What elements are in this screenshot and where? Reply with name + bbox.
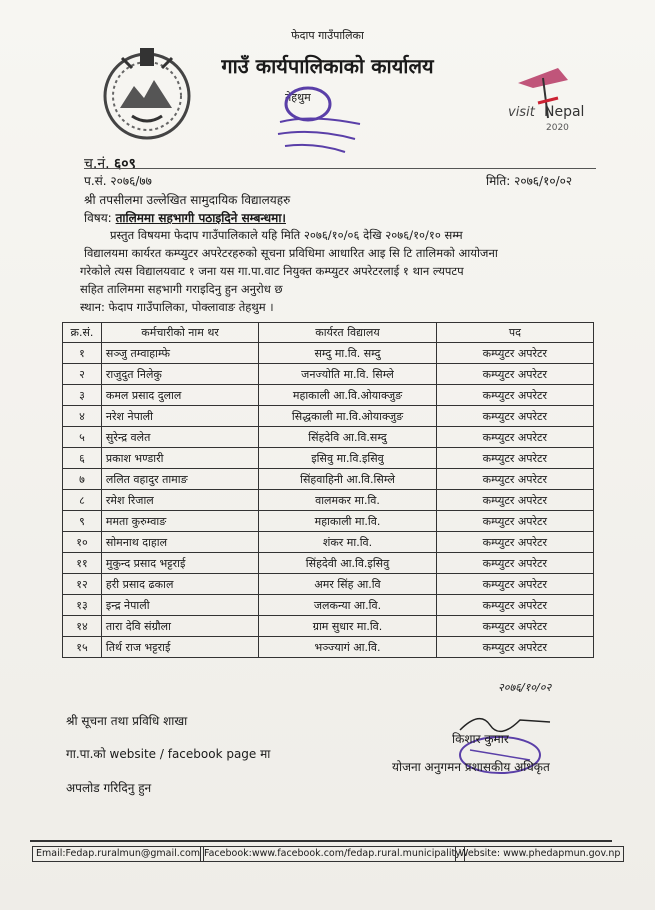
footer-website: Website: www.phedapmun.gov.np (455, 846, 624, 862)
header-school: कार्यरत विद्यालय (259, 323, 436, 343)
row-name: हरी प्रसाद ढकाल (101, 574, 258, 595)
row-name: तारा देवि संग्रौला (101, 616, 258, 637)
row-post: कम्प्युटर अपरेटर (436, 511, 593, 532)
table-row (63, 532, 594, 553)
row-school: जनज्योति मा.वि. सिम्ले (259, 364, 436, 385)
body-line-3: गरेकोले त्यस विद्यालयवाट १ जना यस गा.पा.वाट नियुक्त कम्प्युटर अपरेटरलाई १ थान ल्यपटप (80, 264, 464, 278)
body-line-2: विद्यालयमा कार्यरत कम्प्युटर अपरेटरहरुको सूचना प्रविधिमा आधारित आइ सि टि तालिमको आयोजना (84, 246, 498, 260)
row-school: शंकर मा.वि. (259, 532, 436, 553)
table-row (63, 364, 594, 385)
row-post: कम्प्युटर अपरेटर (436, 343, 593, 364)
subject-label: विषय: (84, 211, 112, 225)
footer-email: Email:Fedap.ruralmun@gmail.com (32, 846, 204, 862)
row-post: कम्प्युटर अपरेटर (436, 637, 593, 658)
row-post: कम्प्युटर अपरेटर (436, 385, 593, 406)
row-school: इसिवु मा.वि.इसिवु (259, 448, 436, 469)
row-sn: १५ (63, 637, 102, 658)
cc-line-2: गा.पा.को website / facebook page मा (66, 747, 271, 761)
row-school: सिद्धकाली मा.वि.ओयाक्जुङ (259, 406, 436, 427)
logo-text (0, 0, 1, 1)
header-sn: क्र.सं. (63, 323, 102, 343)
office-title: गाउँ कार्यपालिकाको कार्यालय (221, 54, 434, 78)
table-row (63, 427, 594, 448)
row-name: कमल प्रसाद दुलाल (101, 385, 258, 406)
row-sn: ३ (63, 385, 102, 406)
table-row (63, 343, 594, 364)
row-name: राजुदुत निलेकु (101, 364, 258, 385)
signer-title: योजना अनुगमन प्रशासकीय अधिकृत (392, 760, 550, 774)
table-row (63, 595, 594, 616)
table-row (63, 406, 594, 427)
subject-line (84, 209, 286, 226)
row-name: ममता कुरुम्वाङ (101, 511, 258, 532)
body-line-4: सहित तालिममा सहभागी गराइदिनु हुन अनुरोध छ (80, 282, 283, 296)
row-sn: १३ (63, 595, 102, 616)
row-post: कम्प्युटर अपरेटर (436, 553, 593, 574)
row-sn: ६ (63, 448, 102, 469)
row-sn: ४ (63, 406, 102, 427)
row-sn: ७ (63, 469, 102, 490)
row-name: तिर्थ राज भट्टराई (101, 637, 258, 658)
row-school: महाकाली आ.वि.ओयाक्जुङ (259, 385, 436, 406)
row-school: अमर सिंह आ.वि (259, 574, 436, 595)
venue: स्थान: फेदाप गाउँपालिका, पोक्लावाङ तेहथुम । (80, 300, 274, 314)
row-school: जलकन्या आ.वि. (259, 595, 436, 616)
ref-no (84, 154, 136, 173)
row-name: सञ्जु तम्वाहाम्फे (101, 343, 258, 364)
row-school: भञ्ज्यागं आ.वि. (259, 637, 436, 658)
row-school: सम्दु मा.वि. सम्दु (259, 343, 436, 364)
footer-rule (30, 840, 612, 842)
row-sn: ८ (63, 490, 102, 511)
table-row (63, 553, 594, 574)
signature-date: २०७६/१०/०२ (498, 681, 552, 694)
svg-text:2020: 2020 (546, 123, 569, 133)
row-school: ग्राम सुधार मा.वि. (259, 616, 436, 637)
row-school: महाकाली मा.वि. (259, 511, 436, 532)
municipality-name: फेदाप गाउँपालिका (291, 29, 364, 42)
header-post: पद (436, 323, 593, 343)
signer-name: किशार कुमार (452, 732, 509, 746)
row-name: नरेश नेपाली (101, 406, 258, 427)
subject-text: तालिममा सहभागी पठाइदिने सम्बन्धमा। (115, 211, 286, 225)
row-name: सोमनाथ दाहाल (101, 532, 258, 553)
row-sn: २ (63, 364, 102, 385)
table-row (63, 616, 594, 637)
cc-line-1: श्री सूचना तथा प्रविधि शाखा (66, 714, 188, 728)
table-row (63, 490, 594, 511)
footer-facebook: Facebook:www.facebook.com/fedap.rural.municipality (200, 846, 465, 862)
header-name: कर्मचारीको नाम थर (101, 323, 258, 343)
row-post: कम्प्युटर अपरेटर (436, 574, 593, 595)
row-sn: ९ (63, 511, 102, 532)
table-row (63, 448, 594, 469)
row-name: प्रकाश भण्डारी (101, 448, 258, 469)
row-post: कम्प्युटर अपरेटर (436, 406, 593, 427)
row-name: रमेश रिजाल (101, 490, 258, 511)
row-name: सुरेन्द्र वलेत (101, 427, 258, 448)
table-row (63, 469, 594, 490)
letter-date: मिति: २०७६/१०/०२ (486, 174, 573, 188)
row-post: कम्प्युटर अपरेटर (436, 616, 593, 637)
svg-text:visit: visit (508, 105, 535, 120)
fiscal-year: प.सं. २०७६/७७ (84, 174, 152, 188)
row-sn: ५ (63, 427, 102, 448)
row-sn: १४ (63, 616, 102, 637)
table-row (63, 511, 594, 532)
row-post: कम्प्युटर अपरेटर (436, 448, 593, 469)
table-header-row (63, 323, 594, 343)
row-name: ललित वहादुर तामाङ (101, 469, 258, 490)
table-row (63, 574, 594, 595)
row-post: कम्प्युटर अपरेटर (436, 364, 593, 385)
row-sn: ११ (63, 553, 102, 574)
row-post: कम्प्युटर अपरेटर (436, 427, 593, 448)
ref-no-label: च.नं. (84, 156, 110, 172)
visit-nepal-logo (498, 58, 608, 138)
divider (84, 168, 596, 169)
row-post: कम्प्युटर अपरेटर (436, 469, 593, 490)
row-post: कम्प्युटर अपरेटर (436, 595, 593, 616)
row-sn: १ (63, 343, 102, 364)
ref-no-value: ६०९ (114, 156, 136, 172)
table-row (63, 637, 594, 658)
row-sn: १० (63, 532, 102, 553)
row-sn: १२ (63, 574, 102, 595)
row-name: इन्द्र नेपाली (101, 595, 258, 616)
row-post: कम्प्युटर अपरेटर (436, 532, 593, 553)
row-name: मुकुन्द प्रसाद भट्टराई (101, 553, 258, 574)
office-stamp (270, 84, 370, 159)
recipient: श्री तपसीलमा उल्लेखित सामुदायिक विद्यालयहरु (84, 193, 291, 207)
row-school: सिंहवाहिनी आ.वि.सिम्ले (259, 469, 436, 490)
cc-line-3: अपलोड गरिदिनु हुन (66, 781, 152, 795)
row-school: वालमकर मा.वि. (259, 490, 436, 511)
body-line-1: प्रस्तुत विषयमा फेदाप गाउँपालिकाले यहि मिति २०७६/१०/०६ देखि २०७६/१०/१० सम्म (110, 228, 463, 242)
svg-text:Nepal: Nepal (544, 104, 585, 120)
table-row (63, 385, 594, 406)
row-school: सिंहदेवि आ.वि.सम्दु (259, 427, 436, 448)
row-school: सिंहदेवी आ.वि.इसिवु (259, 553, 436, 574)
row-post: कम्प्युटर अपरेटर (436, 490, 593, 511)
participants-table (62, 322, 594, 658)
office-address: तेहथुम (285, 91, 311, 104)
